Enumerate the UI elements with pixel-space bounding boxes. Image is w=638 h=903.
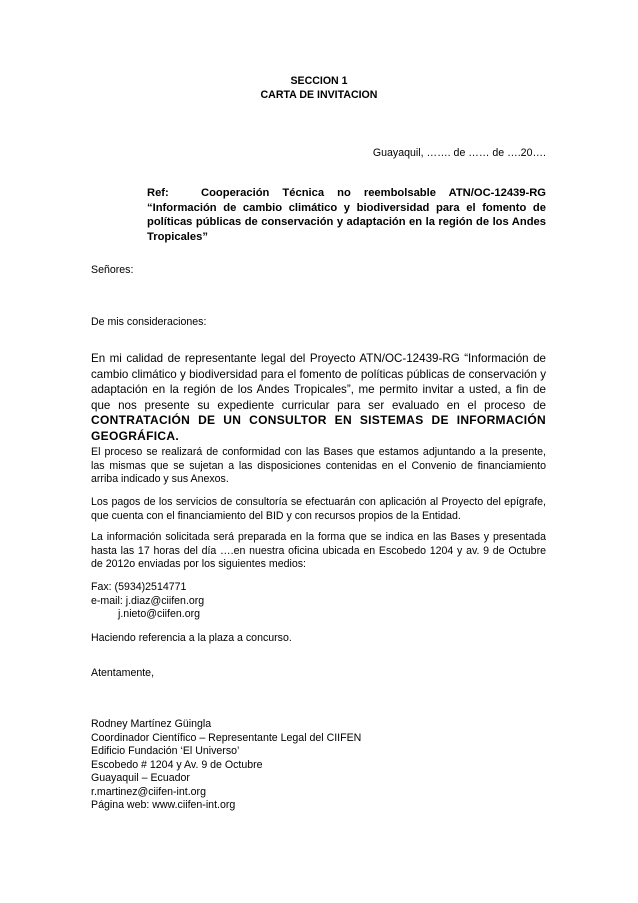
fax-line: Fax: (5934)2514771 [91, 581, 187, 593]
submission-paragraph: La información solicitada será preparada en la forma que se indica en las Bases y presentada hasta las 17 horas del día ….en nuestra oficina ubicada en Escobedo 1204 y av. 9 de Octubre de 2012o enviadas por los siguientes medios: [91, 531, 546, 570]
email-line-secondary: j.nieto@ciifen.org [118, 608, 201, 620]
signer-city: Guayaquil – Ecuador [91, 772, 190, 784]
intro-paragraph [91, 351, 546, 445]
date-line: Guayaquil, ……. de …… de ….20…. [372, 147, 546, 159]
reference-project-title: “Información de cambio climático y biodiversidad para el fomento de políticas públicas de conservación y adaptación en la región de los Andes Tropicales” [147, 201, 546, 243]
considerations-line: De mis consideraciones: [91, 316, 207, 328]
signer-name: Rodney Martínez Güingla [91, 718, 212, 730]
reference-block [147, 186, 546, 244]
signature-block [91, 718, 361, 813]
contact-block [91, 581, 204, 622]
signer-address: Escobedo # 1204 y Av. 9 de Octubre [91, 758, 263, 771]
closing: Atentamente, [91, 667, 155, 679]
signer-building: Edificio Fundación ‘El Universo’ [91, 745, 240, 757]
process-paragraph: El proceso se realizará de conformidad con las Bases que estamos adjuntando a la presente, las mismas que se sujetan a las disposiciones contenidas en el Convenio de financiamiento arriba indicado y sus Anexos. [91, 446, 546, 485]
signer-email: r.martinez@ciifen-int.org [91, 785, 206, 798]
greeting: Señores: [91, 264, 134, 276]
email-line: e-mail: j.diaz@ciifen.org [91, 594, 205, 607]
reference-first-line [147, 186, 546, 201]
reference-label: Ref: [147, 187, 169, 199]
signer-role: Coordinador Científico – Representante Legal del CIIFEN [91, 731, 362, 744]
intro-text: En mi calidad de representante legal del Proyecto ATN/OC-12439-RG “Información de cambio climático y biodiversidad para el fomento de políticas públicas de conservación y adaptación en la región de los Andes Tropicales”, me permito invitar a usted, a fin de que nos presente su expediente curricular para ser evaluado en el proceso de [91, 352, 546, 412]
payments-paragraph: Los pagos de los servicios de consultoría se efectuarán con aplicación al Proyecto del epígrafe, que cuenta con el financiamiento del BID y con recursos propios de la Entidad. [91, 496, 546, 522]
reference-project-code: Cooperación Técnica no reembolsable ATN/OC-12439-RG [201, 187, 546, 199]
document-heading [0, 74, 638, 102]
reference-note: Haciendo referencia a la plaza a concurso. [91, 632, 292, 644]
letter-title: CARTA DE INVITACION [260, 89, 378, 101]
position-title: CONTRATACIÓN DE UN CONSULTOR EN SISTEMAS DE INFORMACIÓN GEOGRÁFICA. [91, 413, 546, 443]
signer-website: Página web: www.ciifen-int.org [91, 799, 236, 811]
section-title: SECCION 1 [290, 75, 348, 87]
